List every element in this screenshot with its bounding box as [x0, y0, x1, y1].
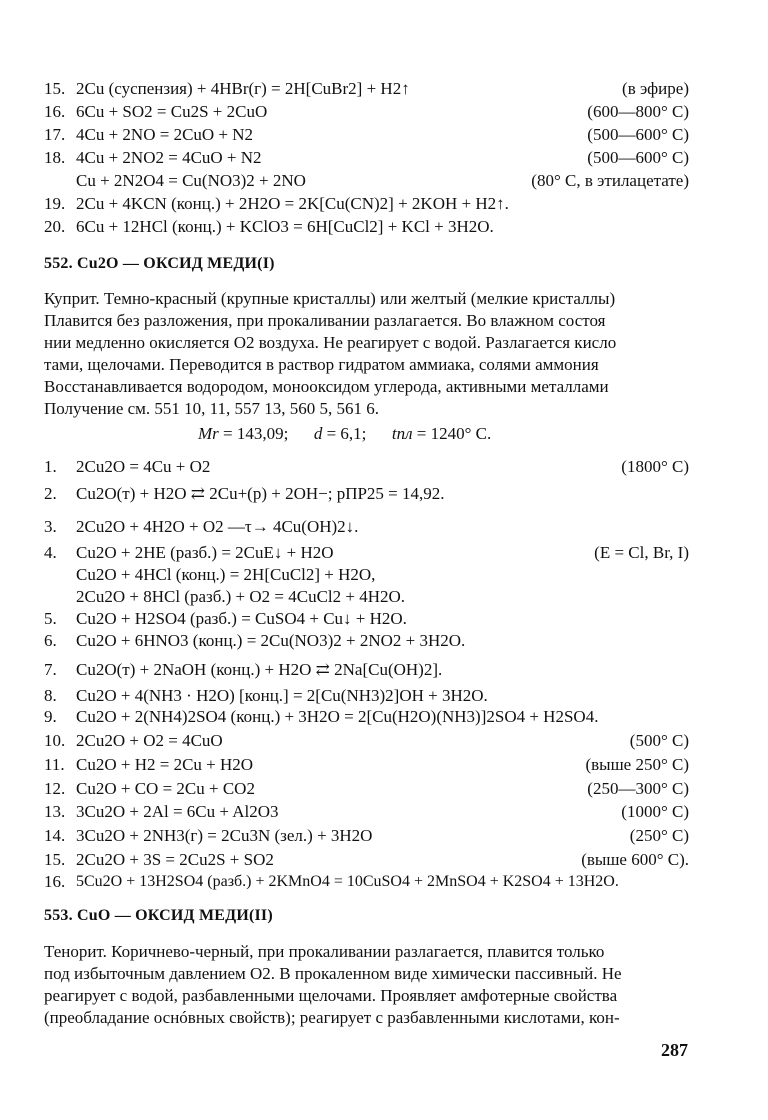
reaction-number: 7. [44, 660, 57, 679]
reaction-number: 19. [44, 194, 66, 213]
reaction-number: 4. [44, 543, 57, 562]
reaction-number: 1. [44, 457, 57, 476]
reaction-row [44, 730, 689, 752]
reaction-condition: (250—300° C) [587, 779, 689, 798]
description-line: Плавится без разложения, при прокаливании разлагается. Во влажном состоя [44, 311, 606, 330]
reaction-number: 11. [44, 755, 65, 774]
reaction-condition: (выше 600° C). [581, 850, 689, 869]
reaction-equation: Cu2O + H2SO4 (разб.) = CuSO4 + Cu↓ + H2O. [76, 609, 407, 628]
mr-label: Mr [198, 424, 219, 443]
reaction-row [44, 778, 689, 800]
reaction-equation: 5Cu2O + 13H2SO4 (разб.) + 2KMnO4 = 10CuSO4 + 2MnSO4 + K2SO4 + 13H2O. [76, 873, 619, 890]
reaction-equation: Cu2O + 2HE (разб.) = 2CuE↓ + H2O [76, 543, 334, 562]
reaction-row [44, 124, 689, 146]
t-label: tпл [391, 424, 413, 443]
reaction-number: 9. [44, 707, 57, 726]
t-value: = 1240° C. [416, 424, 492, 443]
reaction-row [44, 608, 689, 630]
reaction-number: 8. [44, 686, 57, 705]
reaction-row [44, 586, 689, 608]
description-line: реагирует с водой, разбавленными щелочами. Проявляет амфотерные свойства [44, 986, 618, 1005]
reaction-condition: (250° C) [629, 826, 689, 845]
reaction-row [44, 871, 689, 893]
section-heading: 553. CuO — ОКСИД МЕДИ(II) [44, 907, 273, 924]
reaction-row [44, 659, 689, 681]
reaction-condition: (выше 250° C) [585, 755, 689, 774]
reaction-number: 10. [44, 731, 66, 750]
d-value: = 6,1; [326, 424, 367, 443]
reaction-condition: (500—600° C) [587, 148, 689, 167]
reaction-row [44, 483, 689, 505]
reaction-row [44, 216, 689, 238]
reaction-condition: (1000° C) [621, 802, 689, 821]
reaction-condition: (600—800° C) [587, 102, 689, 121]
reaction-number: 3. [44, 517, 57, 536]
reaction-number: 14. [44, 826, 66, 845]
reaction-condition: (1800° C) [621, 457, 689, 476]
reaction-number: 13. [44, 802, 66, 821]
reaction-equation: 2Cu2O + O2 = 4CuO [76, 731, 223, 750]
reaction-equation: 6Cu + SO2 = Cu2S + 2CuO [76, 102, 268, 121]
reaction-number: 5. [44, 609, 57, 628]
reaction-row [44, 825, 689, 847]
reaction-equation: 2Cu + 4KCN (конц.) + 2H2O = 2K[Cu(CN)2] + 2KOH + H2↑. [76, 194, 509, 213]
reaction-equation: Cu2O(т) + 2NaOH (конц.) + H2O ⇄ 2Na[Cu(OH)2]. [76, 660, 443, 679]
reaction-row [44, 170, 689, 192]
section-heading: 552. Cu2O — ОКСИД МЕДИ(I) [44, 255, 275, 272]
reaction-number: 16. [44, 102, 66, 121]
reaction-equation: 4Cu + 2NO2 = 4CuO + N2 [76, 148, 262, 167]
reaction-row [44, 516, 689, 538]
reaction-number: 12. [44, 779, 66, 798]
reaction-equation: 3Cu2O + 2NH3(г) = 2Cu3N (зел.) + 3H2O [76, 826, 373, 845]
reaction-row [44, 78, 689, 100]
reaction-number: 16. [44, 872, 66, 891]
reaction-row [44, 801, 689, 823]
reaction-condition: (500—600° C) [587, 125, 689, 144]
reaction-equation: 2Cu2O = 4Cu + O2 [76, 457, 211, 476]
description-line: под избыточным давлением O2. В прокаленном виде химически пассивный. Не [44, 964, 622, 983]
description-line: нии медленно окисляется O2 воздуха. Не реагирует с водой. Разлагается кисло [44, 333, 617, 352]
reaction-condition: (500° C) [629, 731, 689, 750]
reaction-row [44, 542, 689, 564]
reaction-number: 15. [44, 79, 66, 98]
reaction-equation: Cu2O + 6HNO3 (конц.) = 2Cu(NO3)2 + 2NO2 + 3H2O. [76, 631, 466, 650]
reaction-number: 2. [44, 484, 57, 503]
reaction-equation: 4Cu + 2NO = 2CuO + N2 [76, 125, 254, 144]
reaction-equation: 2Cu2O + 8HCl (разб.) + O2 = 4CuCl2 + 4H2O. [76, 587, 406, 606]
reaction-equation: Cu2O + 4HCl (конц.) = 2H[CuCl2] + H2O, [76, 565, 376, 584]
reaction-row [44, 564, 689, 586]
reaction-number: 15. [44, 850, 66, 869]
reaction-equation: 2Cu2O + 3S = 2Cu2S + SO2 [76, 850, 274, 869]
reaction-equation: Cu2O + 2(NH4)2SO4 (конц.) + 3H2O = 2[Cu(H2O)(NH3)]2SO4 + H2SO4. [76, 707, 599, 726]
reaction-equation: 2Cu (суспензия) + 4HBr(г) = 2H[CuBr2] + H2↑ [76, 79, 410, 98]
reaction-row [44, 456, 689, 478]
description-line: тами, щелочами. Переводится в раствор гидратом аммиака, солями аммония [44, 355, 599, 374]
reaction-row [44, 101, 689, 123]
description-line: Тенорит. Коричнево-черный, при прокаливании разлагается, плавится только [44, 942, 605, 961]
reaction-condition: (80° C, в этилацетате) [531, 171, 689, 190]
reaction-row [44, 147, 689, 169]
reaction-condition: (в эфире) [622, 79, 689, 98]
physical-constants [198, 423, 491, 445]
description-line: (преобладание оснóвных свойств); реагирует с разбавленными кислотами, кон- [44, 1008, 620, 1027]
reaction-equation: Cu2O(т) + H2O ⇄ 2Cu+(р) + 2OH−; pПР25 = 14,92. [76, 484, 445, 503]
description-line: Восстанавливается водородом, монооксидом углерода, активными металлами [44, 377, 609, 396]
reaction-row [44, 193, 689, 215]
reaction-equation: Cu2O + CO = 2Cu + CO2 [76, 779, 255, 798]
reaction-condition: (E = Cl, Br, I) [594, 543, 689, 562]
reaction-equation: 3Cu2O + 2Al = 6Cu + Al2O3 [76, 802, 279, 821]
reaction-equation: 6Cu + 12HCl (конц.) + KClO3 = 6H[CuCl2] + KCl + 3H2O. [76, 217, 494, 236]
description-line: Получение см. 551 10, 11, 557 13, 560 5, 561 6. [44, 399, 380, 418]
mr-value: = 143,09; [223, 424, 289, 443]
reaction-number: 17. [44, 125, 66, 144]
reaction-equation: 2Cu2O + 4H2O + O2 —τ→ 4Cu(OH)2↓. [76, 517, 359, 536]
reaction-number: 20. [44, 217, 66, 236]
reaction-equation: Cu2O + H2 = 2Cu + H2O [76, 755, 254, 774]
page-number: 287 [661, 1040, 688, 1060]
reaction-row [44, 630, 689, 652]
reaction-row [44, 754, 689, 776]
reaction-row [44, 849, 689, 871]
reaction-row [44, 706, 689, 728]
d-label: d [313, 424, 323, 443]
reaction-equation: Cu + 2N2O4 = Cu(NO3)2 + 2NO [76, 171, 306, 190]
reaction-number: 18. [44, 148, 66, 167]
description-line: Куприт. Темно-красный (крупные кристаллы) или желтый (мелкие кристаллы) [44, 289, 616, 308]
reaction-equation: Cu2O + 4(NH3 · H2O) [конц.] = 2[Cu(NH3)2]OH + 3H2O. [76, 686, 488, 705]
reaction-row [44, 685, 689, 707]
reaction-number: 6. [44, 631, 57, 650]
